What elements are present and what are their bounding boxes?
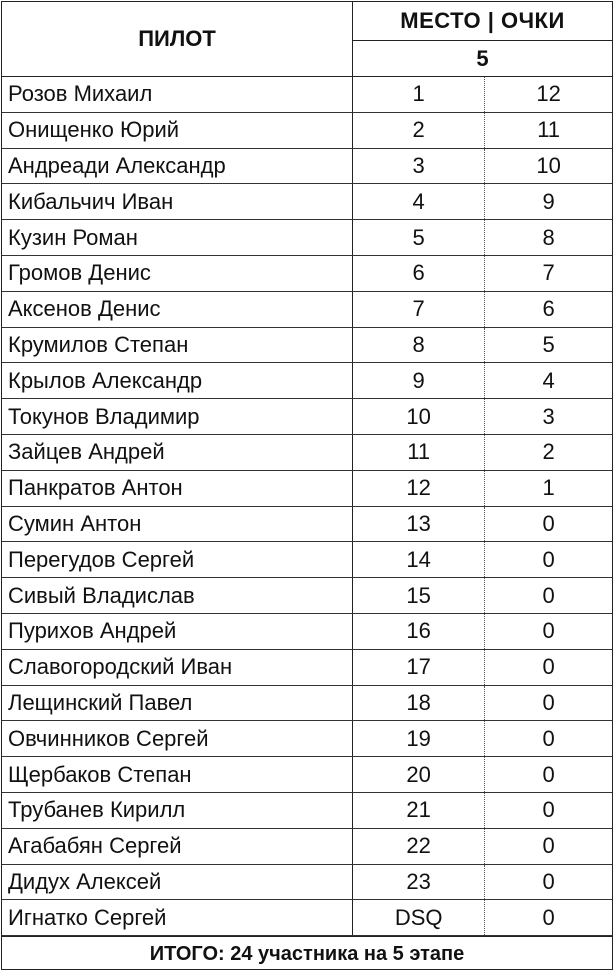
- pilot-name-cell: Сумин Антон: [2, 506, 353, 542]
- table-row: [2, 399, 612, 435]
- pilot-column-header: ПИЛОТ: [2, 2, 353, 77]
- place-cell: 22: [353, 828, 485, 864]
- place-cell: 4: [353, 184, 485, 220]
- place-cell: 19: [353, 721, 485, 757]
- table-row: [2, 613, 612, 649]
- pilot-name-cell: Крылов Александр: [2, 363, 353, 399]
- place-cell: 9: [353, 363, 485, 399]
- summary-footer: ИТОГО: 24 участника на 5 этапе: [2, 936, 612, 971]
- place-cell: 2: [353, 112, 485, 148]
- table-row: [2, 434, 612, 470]
- points-cell: 0: [485, 613, 612, 649]
- table-row: [2, 721, 612, 757]
- pilot-name-cell: Розов Михаил: [2, 77, 353, 113]
- table-row: [2, 327, 612, 363]
- points-cell: 9: [485, 184, 612, 220]
- table-row: [2, 220, 612, 256]
- table-row: [2, 792, 612, 828]
- table-row: [2, 578, 612, 614]
- stage-number-header: 5: [353, 41, 612, 77]
- pilot-name-cell: Щербаков Степан: [2, 757, 353, 793]
- pilot-name-cell: Аксенов Денис: [2, 291, 353, 327]
- points-cell: 8: [485, 220, 612, 256]
- place-cell: 5: [353, 220, 485, 256]
- place-cell: 23: [353, 864, 485, 900]
- pilot-name-cell: Дидух Алексей: [2, 864, 353, 900]
- pilot-name-cell: Крумилов Степан: [2, 327, 353, 363]
- results-table: [2, 2, 612, 936]
- place-cell: 6: [353, 255, 485, 291]
- pilot-name-cell: Сивый Владислав: [2, 578, 353, 614]
- table-row: [2, 828, 612, 864]
- points-cell: 0: [485, 900, 612, 936]
- table-row: [2, 112, 612, 148]
- table-row: [2, 363, 612, 399]
- points-cell: 0: [485, 685, 612, 721]
- points-cell: 5: [485, 327, 612, 363]
- points-cell: 12: [485, 77, 612, 113]
- table-row: [2, 649, 612, 685]
- place-cell: 17: [353, 649, 485, 685]
- pilot-name-cell: Панкратов Антон: [2, 470, 353, 506]
- points-cell: 6: [485, 291, 612, 327]
- pilot-name-cell: Пурихов Андрей: [2, 613, 353, 649]
- place-cell: 13: [353, 506, 485, 542]
- table-row: [2, 542, 612, 578]
- table-row: [2, 291, 612, 327]
- place-cell: 18: [353, 685, 485, 721]
- pilot-name-cell: Овчинников Сергей: [2, 721, 353, 757]
- place-cell: DSQ: [353, 900, 485, 936]
- place-cell: 1: [353, 77, 485, 113]
- table-row: [2, 506, 612, 542]
- table-row: [2, 685, 612, 721]
- points-cell: 0: [485, 506, 612, 542]
- place-cell: 14: [353, 542, 485, 578]
- points-cell: 0: [485, 792, 612, 828]
- points-cell: 0: [485, 578, 612, 614]
- table-row: [2, 470, 612, 506]
- place-cell: 11: [353, 434, 485, 470]
- pilot-name-cell: Кузин Роман: [2, 220, 353, 256]
- place-points-column-header: МЕСТО | ОЧКИ: [353, 2, 612, 41]
- place-cell: 10: [353, 399, 485, 435]
- points-cell: 0: [485, 721, 612, 757]
- pilot-name-cell: Перегудов Сергей: [2, 542, 353, 578]
- table-row: [2, 77, 612, 113]
- pilot-name-cell: Трубанев Кирилл: [2, 792, 353, 828]
- table-row: [2, 900, 612, 936]
- points-cell: 0: [485, 542, 612, 578]
- place-cell: 7: [353, 291, 485, 327]
- points-cell: 0: [485, 864, 612, 900]
- points-cell: 3: [485, 399, 612, 435]
- place-cell: 20: [353, 757, 485, 793]
- points-cell: 4: [485, 363, 612, 399]
- place-cell: 12: [353, 470, 485, 506]
- pilot-name-cell: Андреади Александр: [2, 148, 353, 184]
- pilot-name-cell: Лещинский Павел: [2, 685, 353, 721]
- place-cell: 16: [353, 613, 485, 649]
- pilot-name-cell: Славогородский Иван: [2, 649, 353, 685]
- pilot-name-cell: Игнатко Сергей: [2, 900, 353, 936]
- table-row: [2, 255, 612, 291]
- points-cell: 1: [485, 470, 612, 506]
- pilot-name-cell: Зайцев Андрей: [2, 434, 353, 470]
- place-cell: 15: [353, 578, 485, 614]
- points-cell: 11: [485, 112, 612, 148]
- table-header: [2, 2, 612, 77]
- table-row: [2, 757, 612, 793]
- points-cell: 0: [485, 649, 612, 685]
- pilot-name-cell: Громов Денис: [2, 255, 353, 291]
- pilot-name-cell: Агабабян Сергей: [2, 828, 353, 864]
- pilot-name-cell: Токунов Владимир: [2, 399, 353, 435]
- points-cell: 0: [485, 757, 612, 793]
- points-cell: 0: [485, 828, 612, 864]
- table-row: [2, 148, 612, 184]
- points-cell: 2: [485, 434, 612, 470]
- table-body: [2, 77, 612, 936]
- place-cell: 8: [353, 327, 485, 363]
- place-cell: 3: [353, 148, 485, 184]
- place-cell: 21: [353, 792, 485, 828]
- points-cell: 7: [485, 255, 612, 291]
- table-row: [2, 864, 612, 900]
- points-cell: 10: [485, 148, 612, 184]
- pilot-name-cell: Онищенко Юрий: [2, 112, 353, 148]
- results-sheet: [1, 1, 613, 970]
- table-row: [2, 184, 612, 220]
- pilot-name-cell: Кибальчич Иван: [2, 184, 353, 220]
